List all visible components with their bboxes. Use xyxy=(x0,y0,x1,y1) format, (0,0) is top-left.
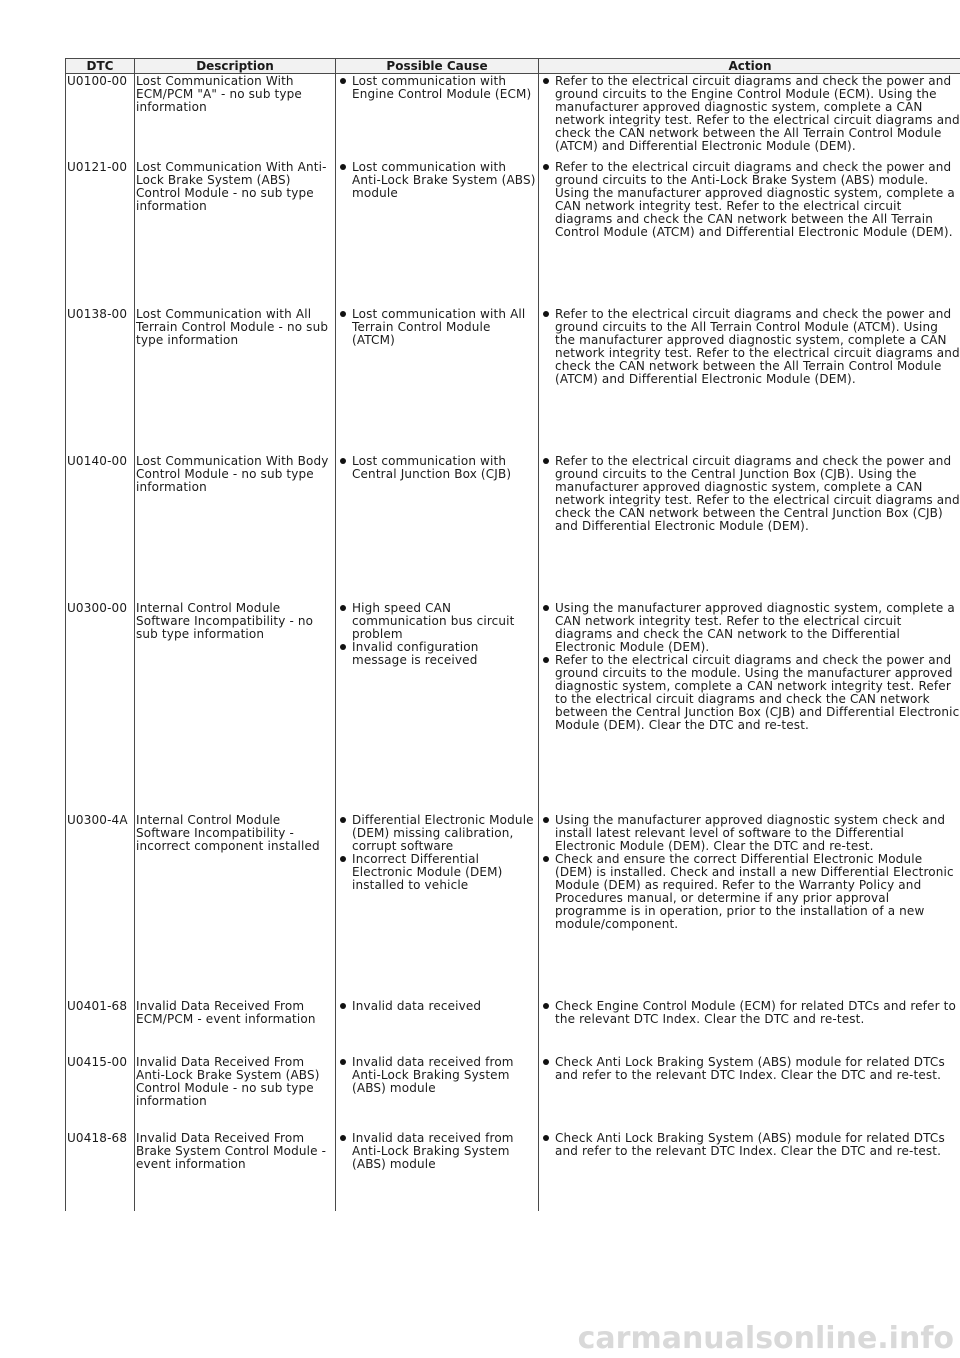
action-cell-list xyxy=(540,814,960,931)
table-row xyxy=(66,1055,960,1131)
possible-cause-cell-list xyxy=(337,814,537,892)
action-cell-list xyxy=(540,75,960,153)
list-item: Lost communication with Engine Control Module (ECM) xyxy=(352,75,537,101)
dtc-description: Lost Communication With Anti-Lock Brake System (ABS) Control Module - no sub type information xyxy=(135,160,336,307)
possible-cause-cell xyxy=(336,74,539,160)
action-cell xyxy=(539,74,960,160)
action-cell-list xyxy=(540,161,960,239)
dtc-description: Invalid Data Received From Anti-Lock Brake System (ABS) Control Module - no sub type information xyxy=(135,1055,336,1131)
possible-cause-cell xyxy=(336,813,539,999)
action-cell xyxy=(539,160,960,307)
table-row xyxy=(66,813,960,999)
dtc-table xyxy=(65,58,960,1211)
list-item: High speed CAN communication bus circuit problem xyxy=(352,602,537,641)
table-row xyxy=(66,601,960,813)
dtc-code: U0138-00 xyxy=(66,307,135,454)
action-cell xyxy=(539,999,960,1055)
possible-cause-cell-list xyxy=(337,1132,537,1171)
list-item: Check and ensure the correct Differential Electronic Module (DEM) is installed. Check and install a new Differential Electronic Module (DEM) as required. Refer to the Warranty Policy and Procedures manual, or determine if any prior approval programme is in operation, prior to the installation of a new module/component. xyxy=(555,853,960,931)
action-cell-list xyxy=(540,308,960,386)
action-cell xyxy=(539,601,960,813)
dtc-description: Lost Communication with All Terrain Control Module - no sub type information xyxy=(135,307,336,454)
action-cell-list xyxy=(540,1132,960,1158)
table-row xyxy=(66,74,960,160)
dtc-description: Lost Communication With Body Control Module - no sub type information xyxy=(135,454,336,601)
dtc-description: Invalid Data Received From Brake System Control Module - event information xyxy=(135,1131,336,1211)
action-cell-list xyxy=(540,1056,960,1082)
watermark-text: carmanualsonline.info xyxy=(577,1321,954,1356)
dtc-code: U0121-00 xyxy=(66,160,135,307)
action-cell xyxy=(539,813,960,999)
possible-cause-cell xyxy=(336,601,539,813)
possible-cause-cell xyxy=(336,160,539,307)
list-item: Using the manufacturer approved diagnostic system check and install latest relevant level of software to the Differential Electronic Module (DEM). Clear the DTC and re-test. xyxy=(555,814,960,853)
list-item: Check Anti Lock Braking System (ABS) module for related DTCs and refer to the relevant DTC Index. Clear the DTC and re-test. xyxy=(555,1132,960,1158)
header-dtc: DTC xyxy=(66,59,135,74)
possible-cause-cell-list xyxy=(337,75,537,101)
header-possible-cause: Possible Cause xyxy=(336,59,539,74)
possible-cause-cell xyxy=(336,454,539,601)
table-header-row xyxy=(66,59,960,74)
table-row xyxy=(66,1131,960,1211)
possible-cause-cell xyxy=(336,999,539,1055)
list-item: Differential Electronic Module (DEM) missing calibration, corrupt software xyxy=(352,814,537,853)
list-item: Incorrect Differential Electronic Module (DEM) installed to vehicle xyxy=(352,853,537,892)
list-item: Refer to the electrical circuit diagrams and check the power and ground circuits to the All Terrain Control Module (ATCM). Using the manufacturer approved diagnostic system, complete a CAN network integrity test. Refer to the electrical circuit diagrams and check the CAN network between the All Terrain Control Module (ATCM) and Differential Electronic Module (DEM). xyxy=(555,306,960,386)
dtc-description: Invalid Data Received From ECM/PCM - event information xyxy=(135,999,336,1055)
dtc-table-sheet xyxy=(65,58,960,1211)
action-cell xyxy=(539,1055,960,1131)
list-item: Lost communication with Anti-Lock Brake System (ABS) module xyxy=(352,159,536,200)
list-item: Check Engine Control Module (ECM) for related DTCs and refer to the relevant DTC Index. Clear the DTC and re-test. xyxy=(555,1000,960,1026)
list-item: Using the manufacturer approved diagnostic system, complete a CAN network integrity test. Refer to the electrical circuit diagrams and check the CAN network to the Differential Electronic Module (DEM). xyxy=(555,602,960,654)
action-cell xyxy=(539,1131,960,1211)
list-item: Lost communication with All Terrain Control Module (ATCM) xyxy=(352,308,537,347)
action-cell-list xyxy=(540,455,960,533)
action-cell-list xyxy=(540,1000,960,1026)
possible-cause-cell xyxy=(336,307,539,454)
dtc-code: U0415-00 xyxy=(66,1055,135,1131)
possible-cause-cell-list xyxy=(337,161,537,200)
dtc-code: U0300-4A xyxy=(66,813,135,999)
dtc-code: U0140-00 xyxy=(66,454,135,601)
possible-cause-cell-list xyxy=(337,1056,537,1095)
header-action: Action xyxy=(539,59,960,74)
dtc-code: U0300-00 xyxy=(66,601,135,813)
action-cell-list xyxy=(540,602,960,732)
dtc-code: U0418-68 xyxy=(66,1131,135,1211)
table-row xyxy=(66,454,960,601)
possible-cause-cell xyxy=(336,1055,539,1131)
table-row xyxy=(66,307,960,454)
list-item: Refer to the electrical circuit diagrams and check the power and ground circuits to the Anti-Lock Brake System (ABS) module. Using the manufacturer approved diagnostic system, complete a CAN network integrity test. Refer to the electrical circuit diagrams and check the CAN network between the All Terrain Control Module (ATCM) and Differential Electronic Module (DEM). xyxy=(555,161,960,239)
action-cell xyxy=(539,307,960,454)
list-item: Check Anti Lock Braking System (ABS) module for related DTCs and refer to the relevant DTC Index. Clear the DTC and re-test. xyxy=(555,1056,960,1082)
list-item: Invalid data received from Anti-Lock Braking System (ABS) module xyxy=(352,1132,537,1171)
list-item: Refer to the electrical circuit diagrams and check the power and ground circuits to the Engine Control Module (ECM). Using the manufacturer approved diagnostic system, complete a CAN network integrity test. Refer to the electrical circuit diagrams and check the CAN network between the All Terrain Control Module (ATCM) and Differential Electronic Module (DEM). xyxy=(555,74,960,153)
dtc-code: U0100-00 xyxy=(66,74,135,160)
dtc-description: Internal Control Module Software Incompatibility - incorrect component installed xyxy=(135,813,336,999)
possible-cause-cell xyxy=(336,1131,539,1211)
possible-cause-cell-list xyxy=(337,308,537,347)
table-row xyxy=(66,999,960,1055)
list-item: Lost communication with Central Junction Box (CJB) xyxy=(352,455,537,481)
list-item: Refer to the electrical circuit diagrams and check the power and ground circuits to the Central Junction Box (CJB). Using the manufacturer approved diagnostic system, complete a CAN network integrity test. Refer to the electrical circuit diagrams and check the CAN network between the Central Junction Box (CJB) and Differential Electronic Module (DEM). xyxy=(555,453,960,533)
table-row xyxy=(66,160,960,307)
action-cell xyxy=(539,454,960,601)
possible-cause-cell-list xyxy=(337,602,537,667)
list-item: Refer to the electrical circuit diagrams and check the power and ground circuits to the module. Using the manufacturer approved diagnostic system, complete a CAN network integrity test. Refer to the electrical circuit diagrams and check the CAN network between the Central Junction Box (CJB) and Differential Electronic Module (DEM). Clear the DTC and re-test. xyxy=(555,652,960,732)
list-item: Invalid data received from Anti-Lock Braking System (ABS) module xyxy=(352,1056,537,1095)
dtc-description: Internal Control Module Software Incompatibility - no sub type information xyxy=(135,601,336,813)
possible-cause-cell-list xyxy=(337,455,537,481)
header-description: Description xyxy=(135,59,336,74)
dtc-code: U0401-68 xyxy=(66,999,135,1055)
list-item: Invalid configuration message is received xyxy=(352,641,537,667)
dtc-description: Lost Communication With ECM/PCM "A" - no sub type information xyxy=(135,74,336,160)
possible-cause-cell-list xyxy=(337,1000,537,1013)
list-item: Invalid data received xyxy=(352,1000,537,1013)
